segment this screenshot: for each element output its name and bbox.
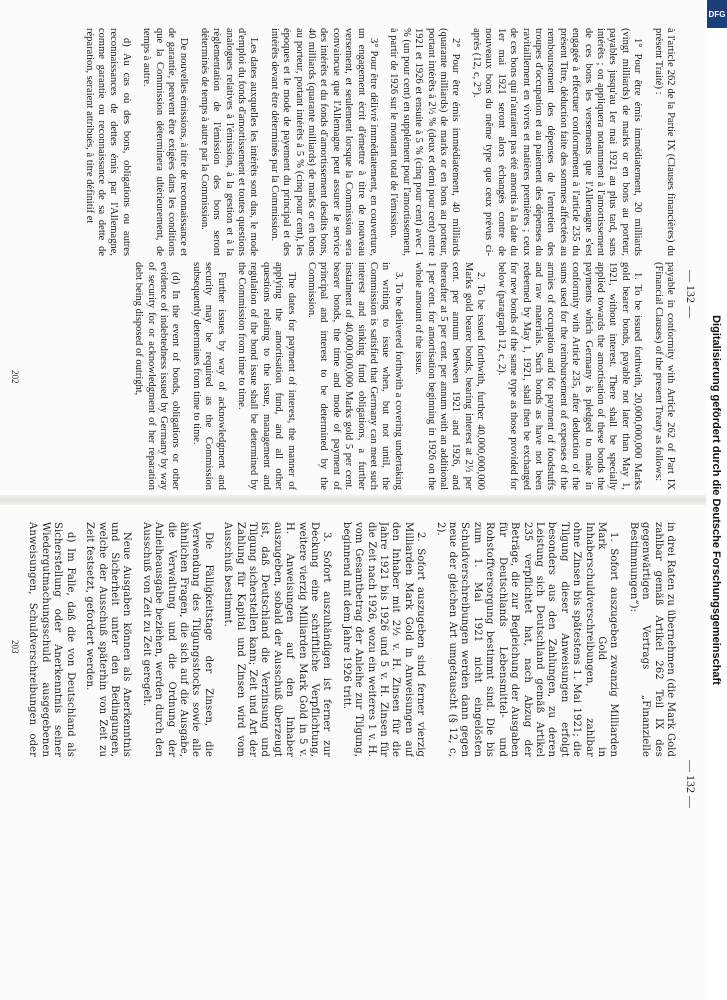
left-footnote-number: 202: [10, 370, 20, 384]
paragraph: 3. Sofort auszuhändigen ist ferner zur Deckung eine schriftliche Verpflichtung, weitere vierzig Milliarden Mark Gold in 5 v. H. Anweisungen auf den Inhaber auszugeben, sobald der Ausschuß überzeugt ist, daß Deutschland die Verzinsung und Tilgung sicherstellen kann; Zeit und Art der Zahlung für Kapital und Zinsen wird vom Ausschuß bestimmt.: [222, 522, 333, 757]
paragraph: The dates for payment of interest, the manner of applying the amortisation fund, and all other questions relating to the issue, management and regulation of the bond issue shall be determined by the Commission from time to time.: [236, 262, 297, 490]
right-footnote-number: 203: [10, 640, 20, 654]
right-page-number: — 132 —: [684, 760, 698, 808]
paragraph: payable in conformity with Article 262 of Part IX (Financial Clauses) of the present Treaty as follows:: [652, 262, 676, 490]
paragraph: De nouvelles émissions, à titre de reconnaissance et de garantie, peuvent être exigées dans les conditions que la Commission déterminera ultérieurement, de temps à autre.: [141, 28, 190, 256]
paragraph: 1° Pour être émis immédiatement, 20 milliards (vingt milliards) de marks or en bons au porteur, payables jusqu'au 1er mai 1921 au plus tard, sans intérêts ; on appliquera notamment à l'amortissement de ces bons les versements que l'Allemagne s'est engagée à effectuer conformément à l'article 235 du présent Titre, déduction faite des sommes affectées au remboursement des dépenses de l'entretien des troupes d'occupation et au paiement des dépenses du ravitaillement en vivres et matières premières ; ceux de ces bons qui n'auraient pas été amortis à la date du 1er mai 1921 seront alors échangés contre de nouveaux bons du même type que ceux prévus ci-après (12, c, 2°).: [470, 28, 644, 256]
french-column: [26, 28, 676, 256]
left-page-number: — 132 —: [684, 270, 698, 318]
english-column: [26, 262, 676, 490]
paragraph: 3. To be delivered forthwith a covering undertaking in writing to issue when, but not until, the Commission is satisfied that Germany can meet such interest and sinking fund obligations, a further instalment of 40,000,000,000 Marks gold 5 per cent. bearer bonds, the time and mode of payment of principal and interest to be determined by the Commission.: [306, 262, 404, 490]
paragraph: 2. Sofort auszugeben sind ferner vierzig Milliarden Mark Gold in Anweisungen auf den Inhaber mit 2½ v. H. Zinsen für die Jahre 1921 bis 1926 und 5 v. H. Zinsen für die Zeit nach 1926, wozu ein weiteres 1 v. H. vom Gesamtbetrag der Anleihe zur Tilgung, beginnend mit dem Jahre 1926 tritt.: [340, 522, 427, 757]
dfg-logo: DFG: [707, 0, 727, 28]
paragraph: 3° Pour être délivré immédiatement, en couverture, un engagement écrit d'émettre à titre de nouveau versement, et seulement lorsque la Commission sera convaincue que l'Allemagne peut assurer le service des intérêts et du fonds d'amortissement desdits bons, 40 milliards (quarante milliards) de marks or en bons au porteur, portant intérêts à 5 % (cinq pour cent), les époques et le mode de payement du principal et des intérêts devant être déterminés par la Commission.: [268, 28, 380, 256]
paragraph: d) Im Falle, daß die von Deutschland als Sicherstellung oder Anerkenntnis seiner Wiedergutmachungsschuld ausgegebenen Anweisungen, Schuldverschreibungen oder: [27, 522, 76, 757]
paragraph: in drei Raten zu übernehmen (die Mark Gold zahlbar gemäß Artikel 262 Teil IX des gegenwärtigen Vertrags „Finanzielle Bestimmungen“):: [627, 522, 676, 757]
paragraph: à l'article 262 de la Partie IX (Clauses financières) du présent Traité) :: [652, 28, 676, 256]
paragraph: Neue Ausgaben können als Anerkenntnis und Sicherheit unter den Bedingungen, welche der Ausschuß späterhin von Zeit zu Zeit festsetzt, gefordert werden.: [84, 522, 133, 757]
paragraph: Les dates auxquelles les intérêts sont dus, le mode d'emploi du fonds d'amortissement et toutes questions analogues relatives à l'émission, à la gestion et à la réglementation de l'émission des bons seront déterminés de temps à autre par la Commission.: [198, 28, 260, 256]
german-column: [26, 522, 676, 757]
paragraph: Further issues by way of acknowledgment and security may be required as the Commission subsequently determines from time to time.: [190, 262, 227, 490]
paragraph: 1. To be issued forthwith, 20,000,000,000 Marks gold bearer bonds, payable not later than May 1, 1921, without interest. There shall be specially applied towards the amortisation of these bonds the payments which Germany is pledged to make in conformity with Article 235, after deduction of the sums used for the reimbursement of expenses of the armies of occupation and for payment of foodstuffs and raw materials. Such bonds as have not been redeemed by May 1, 1921, shall then be exchanged for new bonds of the same type as those provided for below (paragraph 12, c, 2).: [495, 262, 644, 490]
paragraph: 2. To be issued forthwith, further 40,000,000,000 Marks gold bearer bonds, bearing interest at 2½ per cent. per annum between 1921 and 1926, and thereafter at 5 per cent. per annum with an additional 1 per cent. for amortisation beginning in 1926 on the whole amount of the issue.: [413, 262, 487, 490]
paragraph: 2° Pour être émis immédiatement, 40 milliards (quarante milliards) de marks or en bons au porteur, portant intérêts à 2½ % (deux et demi pour cent) entre 1921 et 1926 et ensuite à 5 % (cinq pour cent) avec 1 % (un pour cent) en supplément pour l'amortissement, à partir de 1926 sur le montant total de l'émission.: [388, 28, 462, 256]
paragraph: 1. Sofort auszugeben zwanzig Milliarden Mark Gold in Inhaberschuldverschreibungen, zahlbar ohne Zinsen bis spätestens 1. Mai 1921; die Tilgung dieser Anweisungen erfolgt besonders aus den Zahlungen, zu deren Leistung sich Deutschland gemäß Artikel 235 verpflichtet hat, nach Abzug der Beträge, die zur Begleichung der Ausgaben für Deutschlands Lebensmittel- und Rohstoffversorgung bestimmt sind. Die bis zum 1. Mai 1921 nicht eingelösten Schuldverschreibungen werden dann gegen neue der gleichen Art umgetauscht (§ 12, c, 2).: [434, 522, 620, 757]
page-gutter: [0, 495, 706, 505]
paragraph: Die Fälligkeitstage der Zinsen, die Verwendung des Tilgungsstocks sowie alle ähnlichen Fragen, die sich auf die Ausgabe, die Verwaltung und die Ordnung der Anleiheausgabe beziehen, werden durch den Ausschuß von Zeit zu Zeit geregelt.: [140, 522, 214, 757]
attribution-strip: [706, 0, 727, 1000]
paragraph: (d) In the event of bonds, obligations or other evidence of indebtedness issued by Germany by way of security for or acknowledgment of her reparation debt being disposed of outright,: [133, 262, 182, 490]
attribution-text: Digitalisierung gefördert durch die Deutsche Forschungsgemeinschaft: [710, 315, 723, 685]
paragraph: d) Au cas où des bons, obligations ou autres reconnaissances de dettes émis par l'Allemagne, comme garantie ou reconnaissance de sa dette de réparation, seraient attribués, à titre définitif et: [83, 28, 132, 256]
